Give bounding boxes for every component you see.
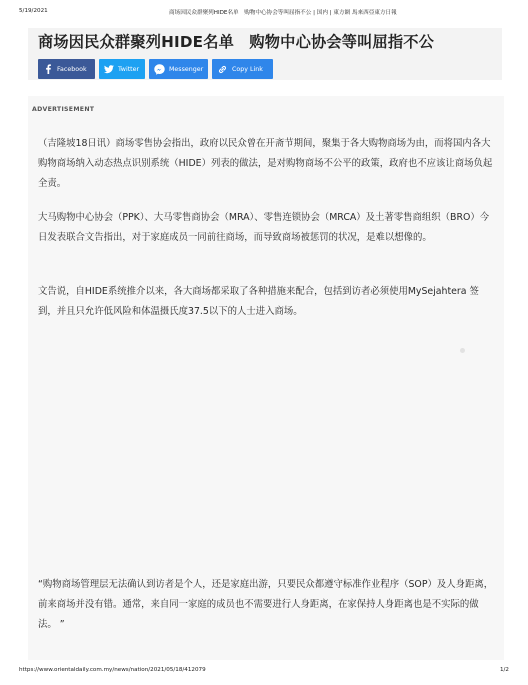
- print-date: 5/19/2021: [19, 8, 48, 14]
- print-footer: [19, 667, 509, 677]
- article-paragraph: 大马购物中心协会（PPK）、大马零售商协会（MRA）、零售连锁协会（MRCA）及土著零售商组织（BRO）今日发表联合文告指出，对于家庭成员一同前往商场，而导致商场被惩罚的状况，是难以想像的。: [38, 212, 490, 243]
- print-page-number: 1/2: [499, 667, 509, 673]
- twitter-share-label: Twitter: [118, 65, 140, 73]
- messenger-share-button[interactable]: [149, 59, 208, 79]
- print-doc-title: 商场因民众群聚列HIDE名单 购物中心协会等叫屈指不公 | 国内 | 東方網 馬來西亞東方日報: [169, 10, 397, 16]
- article-quote-paragraph: “购物商场管理层无法确认到访者是个人，还是家庭出游，只要民众都遵守标准作业程序（SOP）及人身距离，前来商场并没有错。通常，来自同一家庭的成员也不需要进行人身距离，在家保持人身距离也是不实际的做法。 ”: [38, 579, 494, 630]
- print-url: https://www.orientaldaily.com.my/news/nation/2021/05/18/412079: [19, 667, 206, 673]
- print-header: [19, 8, 509, 18]
- twitter-share-button[interactable]: [99, 59, 145, 79]
- messenger-icon: [154, 64, 165, 75]
- copy-link-button[interactable]: [212, 59, 273, 79]
- facebook-icon: [43, 64, 53, 74]
- twitter-icon: [104, 65, 114, 74]
- article-paragraph: 文告说，自HIDE系统推介以来，各大商场都采取了各种措施来配合，包括到访者必须使用MySejahtera 签到，并且只允许低风险和体温摄氏度37.5以下的人士进入商场。: [38, 286, 479, 317]
- advertisement-label: ADVERTISEMENT: [32, 106, 95, 113]
- facebook-share-button[interactable]: [38, 59, 95, 79]
- messenger-share-label: Messenger: [169, 65, 204, 73]
- article-title: 商场因民众群聚列HIDE名单 购物中心协会等叫屈指不公: [38, 33, 435, 51]
- copy-link-label: Copy Link: [232, 65, 263, 73]
- ad-placeholder-dot: [460, 348, 465, 353]
- link-icon: [217, 64, 228, 75]
- article-paragraph: （吉隆坡18日讯）商场零售协会指出，政府以民众曾在开斋节期间，聚集于各大购物商场为由，而将国内各大购物商场纳入动态热点识别系统（HIDE）列表的做法，是对购物商场不公平的政策，政府也不应该让商场负起全责。: [38, 138, 493, 189]
- facebook-share-label: Facebook: [57, 65, 87, 73]
